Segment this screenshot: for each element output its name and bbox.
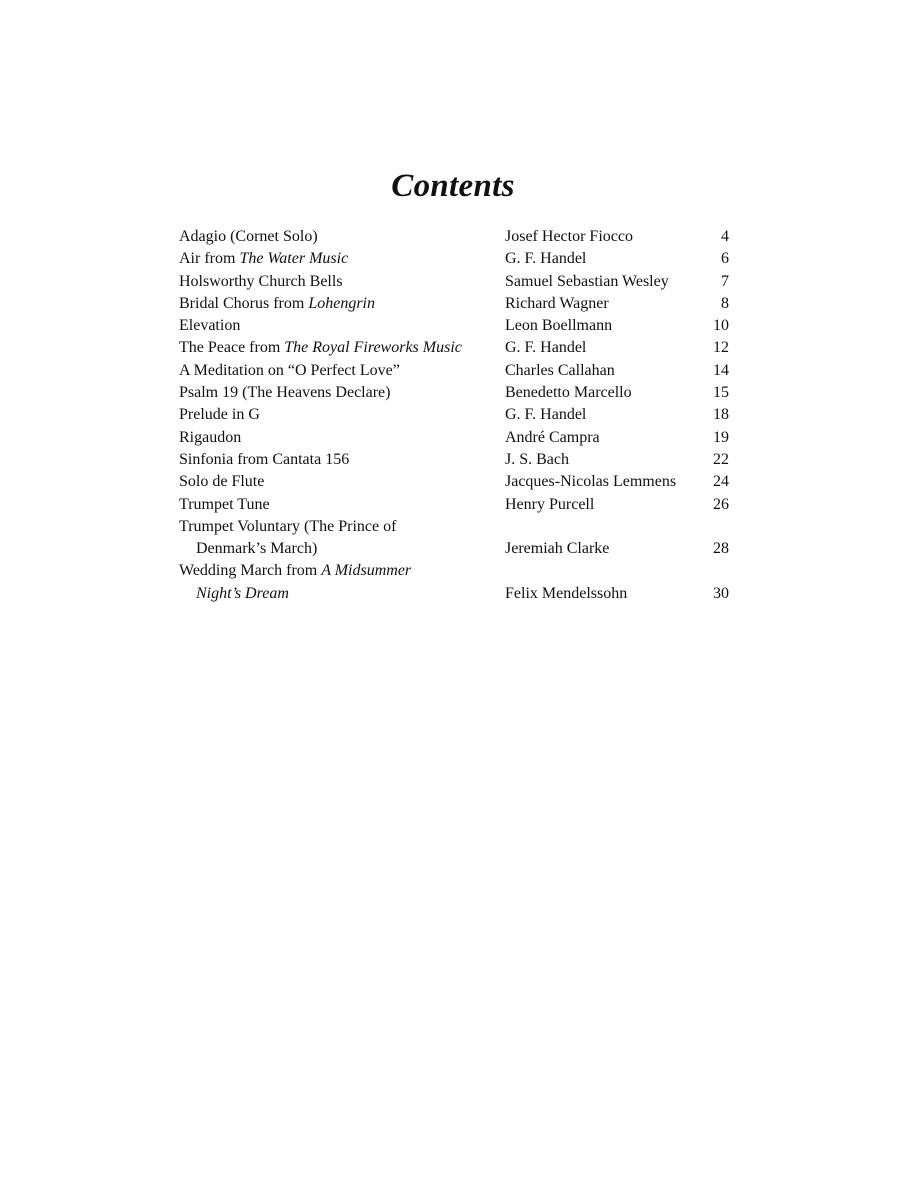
page-number: 6: [721, 250, 729, 268]
contents-entry: [179, 226, 729, 248]
page-number: 22: [713, 450, 729, 468]
contents-entry: [179, 315, 729, 337]
contents-entry: [179, 360, 729, 382]
page-number: 30: [713, 584, 729, 602]
page-number: 19: [713, 428, 729, 446]
contents-entry: [179, 337, 729, 359]
piece-title: Sinfonia from Cantata 156: [179, 450, 350, 468]
piece-title: Trumpet Voluntary (The Prince of Denmark’s March): [179, 516, 505, 561]
piece-title: Prelude in G: [179, 406, 260, 424]
page-number: 7: [721, 272, 729, 290]
composer-name: G. F. Handel: [505, 250, 587, 268]
page-number: 18: [713, 406, 729, 424]
contents-entry: [179, 494, 729, 516]
composer-name: Samuel Sebastian Wesley: [505, 272, 669, 290]
piece-title: Bridal Chorus from Lohengrin: [179, 294, 375, 312]
page-number: 12: [713, 339, 729, 357]
contents-entry: [179, 382, 729, 404]
piece-title: Elevation: [179, 317, 241, 335]
piece-title-continuation: Denmark’s March): [196, 540, 318, 558]
composer-name: Jacques-Nicolas Lemmens: [505, 473, 677, 491]
contents-entry: [179, 471, 729, 493]
page-number: 4: [721, 228, 729, 245]
piece-title: Rigaudon: [179, 428, 242, 446]
piece-title: A Meditation on “O Perfect Love”: [179, 361, 400, 379]
composer-name: G. F. Handel: [505, 406, 587, 424]
contents-entry: [179, 248, 729, 270]
composer-name: G. F. Handel: [505, 339, 587, 357]
composer-name: Charles Callahan: [505, 361, 615, 379]
piece-title: The Peace from The Royal Fireworks Music: [179, 339, 462, 357]
page-number: 28: [713, 540, 729, 558]
piece-title: Psalm 19 (The Heavens Declare): [179, 384, 391, 402]
piece-title: Air from The Water Music: [179, 250, 349, 268]
piece-title: Trumpet Tune: [179, 495, 270, 513]
composer-name: Jeremiah Clarke: [505, 540, 610, 558]
page-number: 10: [713, 317, 729, 335]
composer-name: J. S. Bach: [505, 450, 569, 468]
contents-entry: [179, 516, 729, 561]
contents-entry: [179, 271, 729, 293]
piece-title-continuation: Night’s Dream: [196, 584, 289, 602]
piece-title: Adagio (Cornet Solo): [179, 228, 318, 245]
composer-name: Josef Hector Fiocco: [505, 228, 633, 245]
piece-title: Holsworthy Church Bells: [179, 272, 343, 290]
page-number: 8: [721, 294, 729, 312]
composer-name: Richard Wagner: [505, 294, 609, 312]
piece-title: Solo de Flute: [179, 473, 265, 491]
contents-entry: [179, 560, 729, 605]
composer-name: Henry Purcell: [505, 495, 595, 513]
page-number: 26: [713, 495, 729, 513]
page-number: 14: [713, 361, 729, 379]
composer-name: Felix Mendelssohn: [505, 584, 628, 602]
contents-entry: [179, 293, 729, 315]
composer-name: André Campra: [505, 428, 600, 446]
contents-entry: [179, 404, 729, 426]
contents-entry: [179, 427, 729, 449]
page-title: Contents: [391, 168, 515, 204]
composer-name: Benedetto Marcello: [505, 384, 632, 402]
page-number: 15: [713, 384, 729, 402]
piece-title: Wedding March from A Midsummer Night’s Dream: [179, 560, 505, 605]
contents-list: [179, 226, 729, 605]
page-number: 24: [713, 473, 729, 491]
contents-entry: [179, 449, 729, 471]
composer-name: Leon Boellmann: [505, 317, 613, 335]
